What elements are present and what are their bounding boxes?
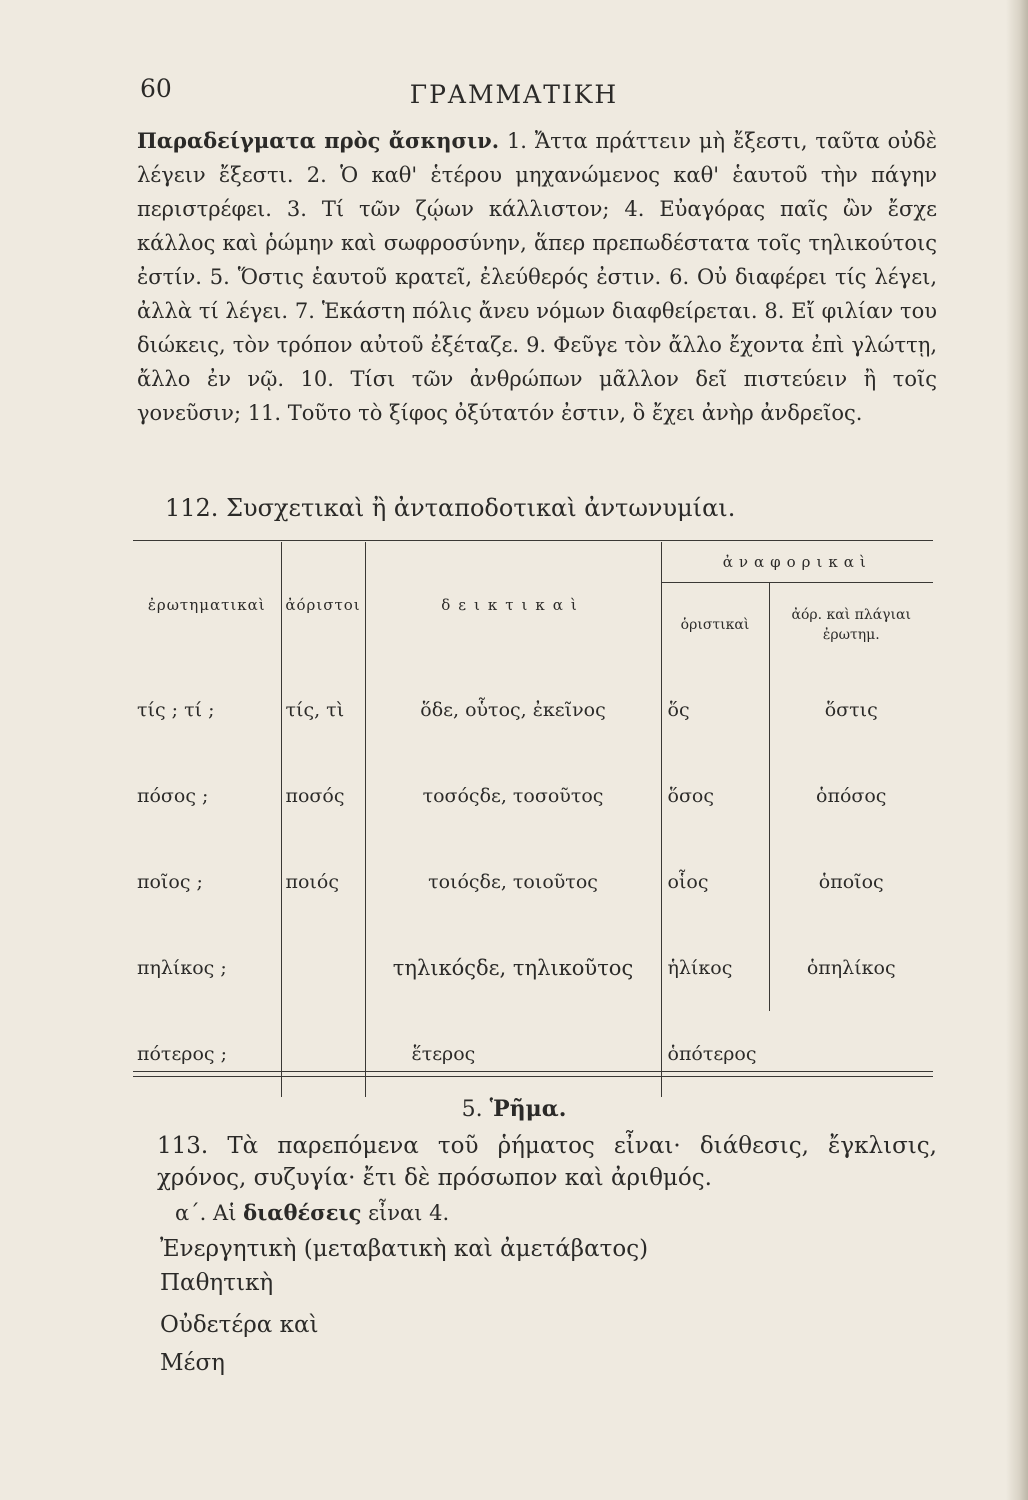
cell-relative-definite: ἡλίκος xyxy=(661,925,769,1011)
voice-item: Μέση xyxy=(160,1350,225,1376)
exercises-heading: Παραδείγματα πρὸς ἄσκησιν. xyxy=(137,128,500,153)
voices-subheading-suffix: εἶναι 4. xyxy=(368,1201,450,1225)
header-indefinite: ἀόριστοι xyxy=(281,542,365,667)
table-row xyxy=(133,925,933,1011)
cell-relative-indefinite: ὁποῖος xyxy=(769,839,933,925)
header-relative-definite: ὁριστικαὶ xyxy=(661,583,769,668)
table-row xyxy=(133,839,933,925)
cell-indefinite xyxy=(281,925,365,1011)
cell-indefinite xyxy=(281,1011,365,1097)
cell-relative-definite: οἷος xyxy=(661,839,769,925)
header-demonstrative: δεικτικαὶ xyxy=(365,542,661,667)
cell-interrogative: πηλίκος ; xyxy=(137,957,227,979)
section-verb-number: 5. xyxy=(461,1097,483,1122)
exercises-text: 1. Ἄττα πράττειν μὴ ἔξεστι, ταῦτα οὐδὲ λέγειν ἔξεστι. 2. Ὁ καθ' ἑτέρου μηχανώμενος καθ' ἑαυτοῦ τὴν πάγην περιστρέφει. 3. Τί τῶν ζῴων κάλλιστον; 4. Εὐαγόρας παῖς ὢν ἔσχε κάλλος καὶ ῥώμην καὶ σωφροσύνην, ἅπερ πρεπωδέστατα τοῖς τηλικούτοις ἐστίν. 5. Ὅστις ἑαυτοῦ κρατεῖ, ἐλεύθερός ἐστιν. 6. Οὐ διαφέρει τίς λέγει, ἀλλὰ τί λέγει. 7. Ἑκάστη πόλις ἄνευ νόμων διαφθείρεται. 8. Εἴ φιλίαν του διώκεις, τὸν τρόπον αὐτοῦ ἐξέταζε. 9. Φεῦγε τὸν ἄλλο ἔχοντα ἐπὶ γλώττῃ, ἄλλο ἐν νῷ. 10. Τίσι τῶν ἀνθρώπων μᾶλλον δεῖ πιστεύειν ἢ τοῖς γονεῦσιν; 11. Τοῦτο τὸ ξίφος ὀξύτατόν ἐστιν, ὃ ἔχει ἀνὴρ ἀνδρεῖος. xyxy=(137,129,937,425)
table-row xyxy=(133,667,933,753)
cell-relative-definite: ὁπότερος xyxy=(661,1011,769,1097)
voice-item: Οὐδετέρα καὶ xyxy=(160,1312,319,1338)
cell-interrogative: πόσος ; xyxy=(137,785,209,807)
voice-item: Ἐνεργητικὴ (μεταβατικὴ καὶ ἀμετάβατος) xyxy=(160,1236,649,1262)
cell-interrogative: τίς ; τί ; xyxy=(137,699,215,721)
header-relative-indefinite: ἀόρ. καὶ πλάγιαι ἐρωτημ. xyxy=(769,583,933,668)
header-interrogative: ἐρωτηματικαὶ xyxy=(147,595,266,614)
cell-demonstrative: τοιόςδε, τοιοῦτος xyxy=(365,839,661,925)
voice-item: Παθητικὴ xyxy=(160,1270,274,1296)
cell-demonstrative: ἕτερος xyxy=(365,1011,661,1097)
cell-relative-definite: ὅσος xyxy=(661,753,769,839)
cell-relative-indefinite xyxy=(769,1011,933,1097)
table-row xyxy=(133,753,933,839)
cell-relative-indefinite: ὅστις xyxy=(769,667,933,753)
pronoun-table xyxy=(133,542,933,1097)
voices-subheading-prefix: α΄. Αἱ xyxy=(175,1201,237,1225)
cell-demonstrative: ὅδε, οὗτος, ἐκεῖνος xyxy=(365,667,661,753)
cell-demonstrative: τοσόςδε, τοσοῦτος xyxy=(365,753,661,839)
page-edge xyxy=(1006,0,1028,1500)
table-bottom-rule-double xyxy=(133,1076,933,1077)
header-relative: ἀναφορικαὶ xyxy=(661,542,933,583)
page-number: 60 xyxy=(140,74,172,103)
cell-relative-indefinite: ὁπηλίκος xyxy=(769,925,933,1011)
section-113-paragraph: 113. Τὰ παρεπόμενα τοῦ ῥήματος εἶναι· διάθεσις, ἔγκλισις, χρόνος, συζυγία· ἔτι δὲ πρόσωπον καὶ ἀριθμός. xyxy=(157,1133,937,1191)
running-head: ΓΡΑΜΜΑΤΙΚΗ xyxy=(409,80,619,109)
table-bottom-rule xyxy=(133,1071,933,1072)
section-verb-heading: Ῥῆμα. xyxy=(489,1096,567,1122)
cell-demonstrative: τηλικόςδε, τηλικοῦτος xyxy=(365,925,661,1011)
cell-interrogative: πότερος ; xyxy=(137,1043,227,1065)
cell-relative-definite: ὅς xyxy=(661,667,769,753)
cell-indefinite: ποσός xyxy=(281,753,365,839)
cell-interrogative: ποῖος ; xyxy=(137,871,203,893)
voices-subheading xyxy=(175,1200,449,1225)
exercises-paragraph xyxy=(137,124,937,430)
cell-indefinite: ποιός xyxy=(281,839,365,925)
table-row xyxy=(133,1011,933,1097)
section-verb-title xyxy=(0,1096,1028,1122)
section-112-heading: 112. Συσχετικαὶ ἢ ἀνταποδοτικαὶ ἀντωνυμίαι. xyxy=(165,494,736,522)
cell-indefinite: τίς, τὶ xyxy=(281,667,365,753)
table-top-rule xyxy=(133,540,933,541)
voices-subheading-bold: διαθέσεις xyxy=(243,1200,362,1225)
cell-relative-indefinite: ὁπόσος xyxy=(769,753,933,839)
